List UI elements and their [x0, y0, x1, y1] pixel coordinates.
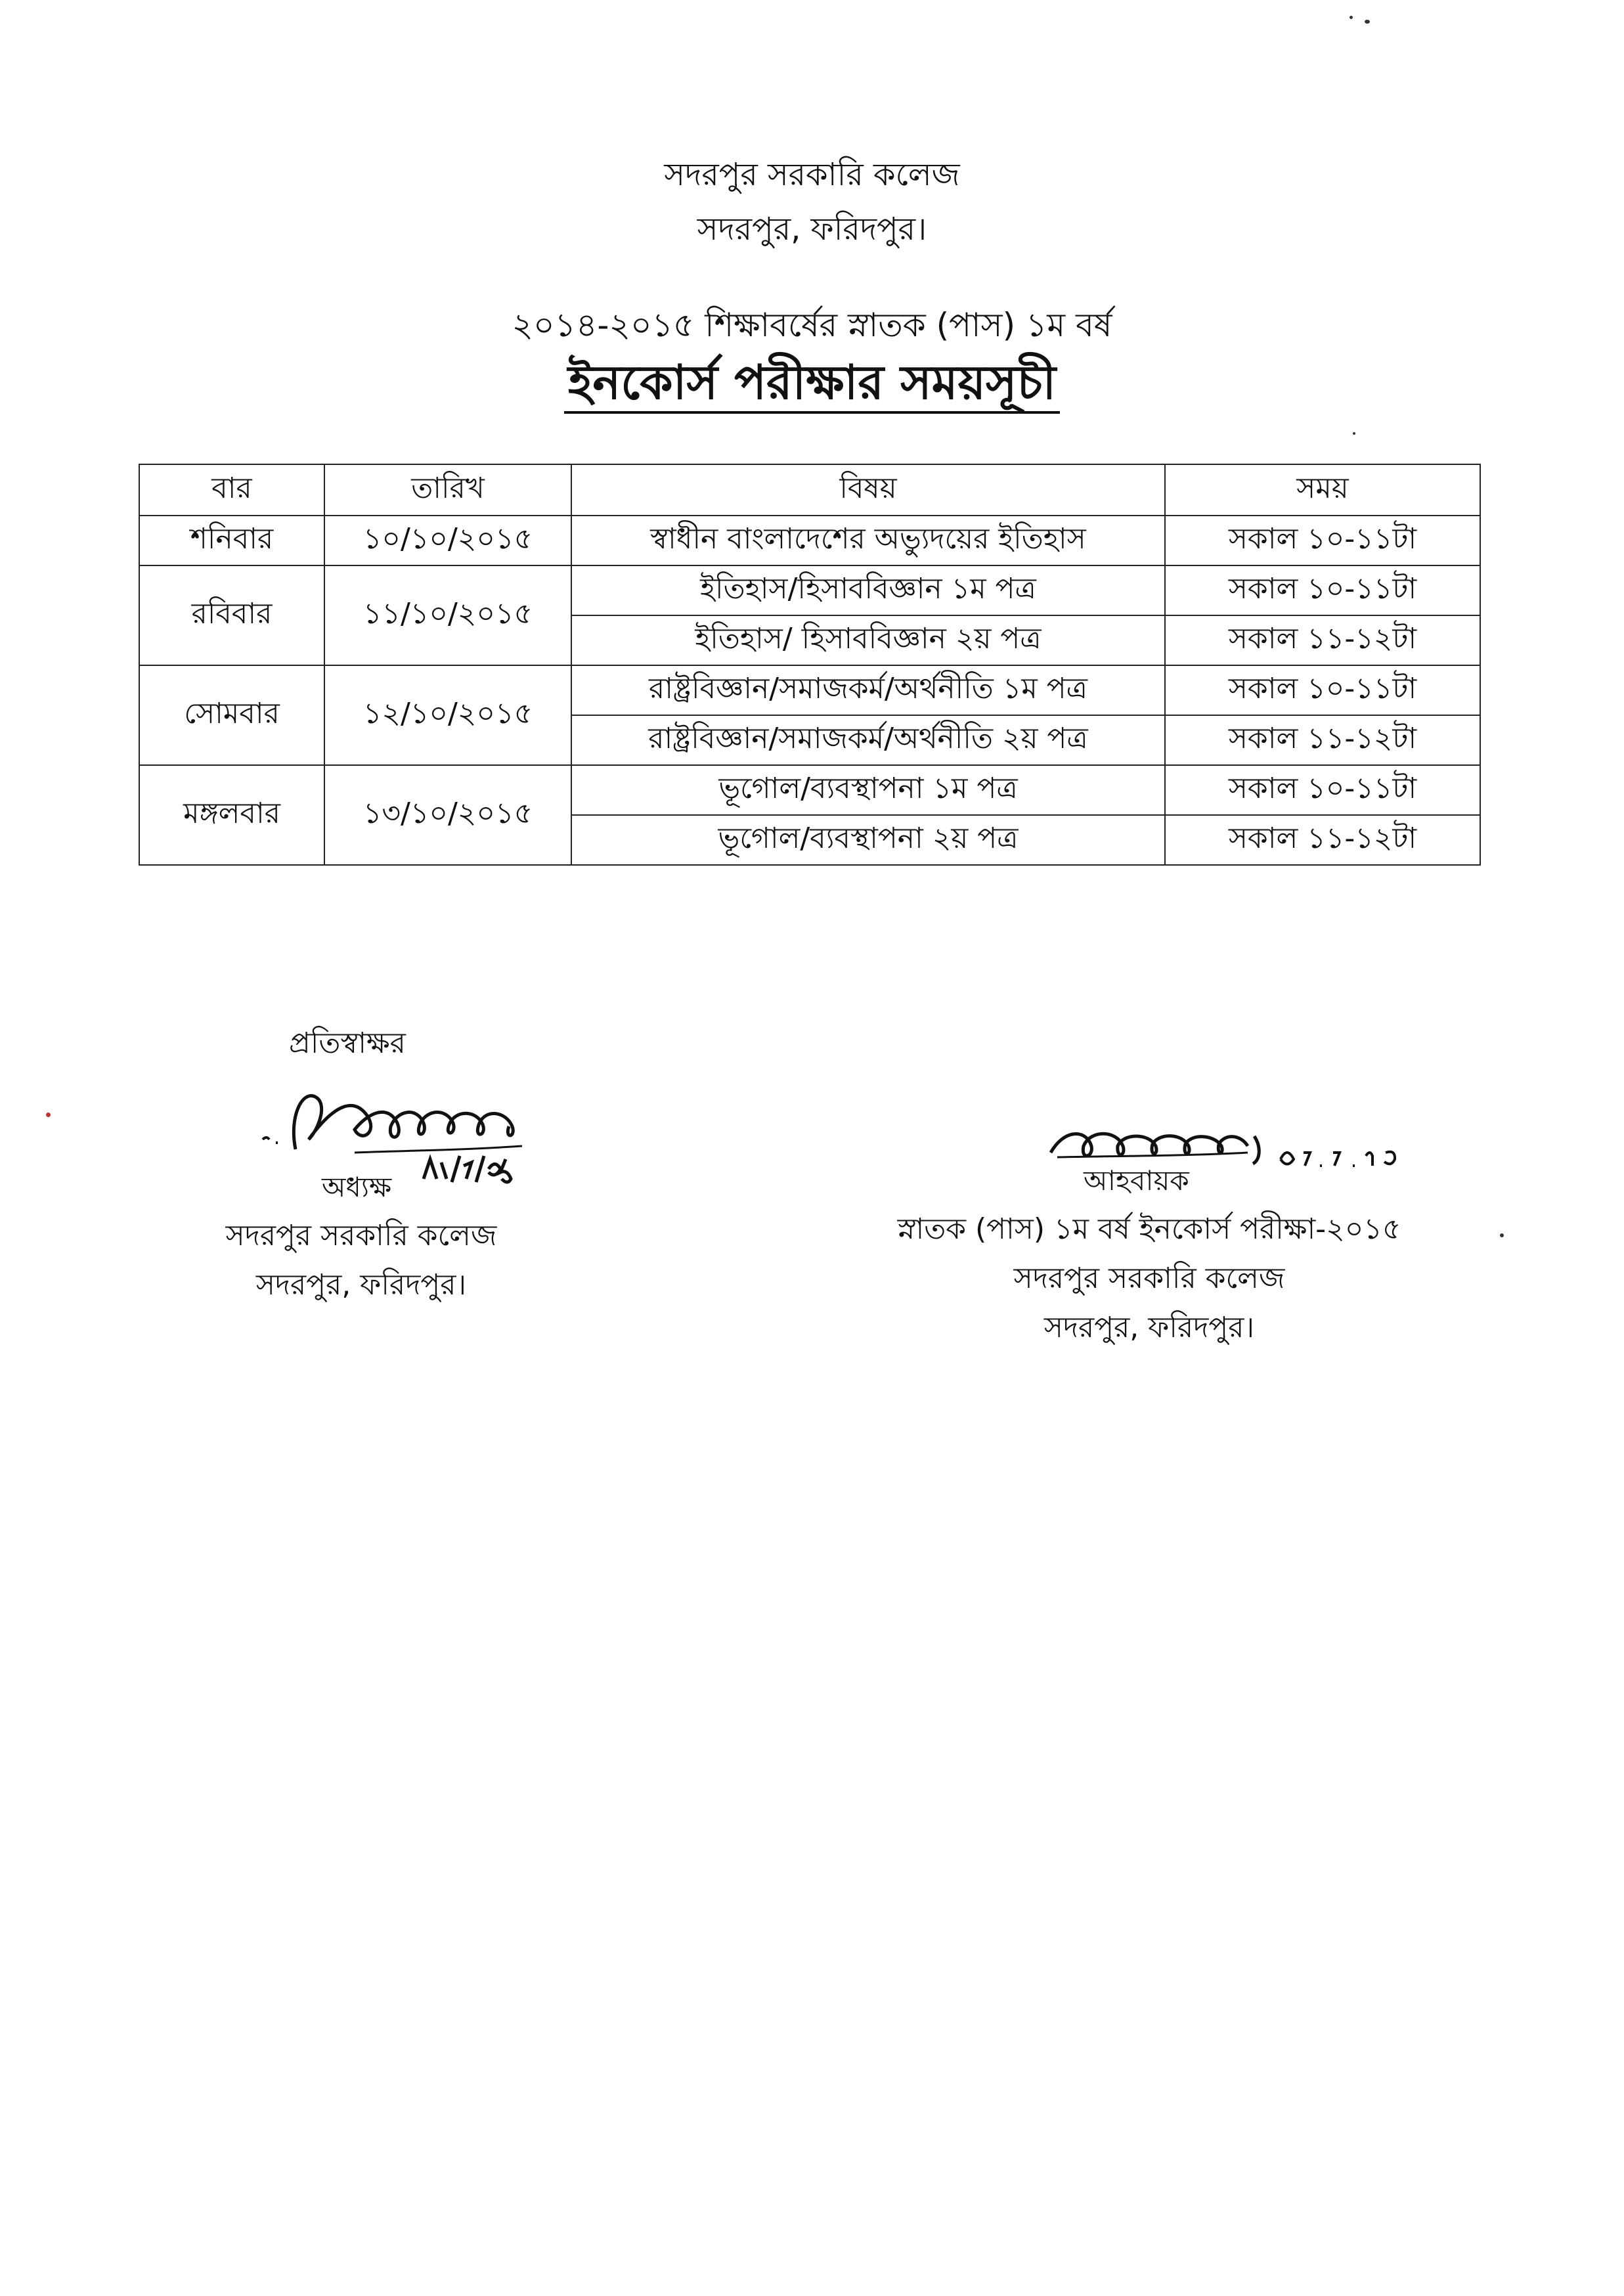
college-place: সদরপুর, ফরিদপুর।: [697, 211, 927, 248]
day-cell: মঙ্গলবার: [139, 765, 324, 865]
scan-speck: [1350, 16, 1353, 19]
table-row: [139, 765, 1480, 815]
time-cell: সকাল ১০-১১টা: [1165, 565, 1480, 615]
principal-title: অধ্যক্ষ: [322, 1171, 392, 1203]
scan-speck: [46, 1113, 51, 1117]
subject-cell: রাষ্ট্রবিজ্ঞান/সমাজকর্ম/অর্থনীতি ১ম পত্র: [571, 665, 1165, 715]
principal-signature-date: [420, 1149, 532, 1189]
subject-cell: ইতিহাস/হিসাববিজ্ঞান ১ম পত্র: [571, 565, 1165, 615]
time-cell: সকাল ১১-১২টা: [1165, 715, 1480, 765]
exam-schedule-table: [139, 464, 1481, 866]
scan-speck: [1353, 432, 1355, 435]
subject-cell: ভূগোল/ব্যবস্থাপনা ১ম পত্র: [571, 765, 1165, 815]
convener-college-place: সদরপুর, ফরিদপুর।: [1043, 1311, 1255, 1344]
countersign-label: প্রতিস্বাক্ষর: [289, 1027, 406, 1060]
time-cell: সকাল ১১-১২টা: [1165, 615, 1480, 665]
convener-college: সদরপুর সরকারি কলেজ: [1013, 1262, 1285, 1295]
college-name: সদরপুর সরকারি কলেজ: [664, 156, 960, 193]
table-header-row: [139, 464, 1480, 516]
header-time: সময়: [1165, 464, 1480, 516]
subject-cell: ইতিহাস/ হিসাববিজ্ঞান ২য় পত্র: [571, 615, 1165, 665]
table-row: [139, 516, 1480, 565]
routine-title-text: ইনকোর্স পরীক্ষার সময়সূচী: [564, 355, 1060, 414]
day-cell: রবিবার: [139, 565, 324, 665]
header-day: বার: [139, 464, 324, 516]
table-row: [139, 665, 1480, 715]
date-cell: ১০/১০/২০১৫: [324, 516, 571, 565]
table-row: [139, 565, 1480, 615]
subject-cell: ভূগোল/ব্যবস্থাপনা ২য় পত্র: [571, 815, 1165, 865]
time-cell: সকাল ১১-১২টা: [1165, 815, 1480, 865]
principal-college: সদরপুর সরকারি কলেজ: [225, 1219, 497, 1252]
scan-speck: [1500, 1233, 1504, 1237]
scan-speck: [1365, 20, 1370, 24]
principal-college-place: সদরপুর, ফরিদপুর।: [255, 1268, 467, 1302]
header-subject: বিষয়: [571, 464, 1165, 516]
subject-cell: স্বাধীন বাংলাদেশের অভ্যুদয়ের ইতিহাস: [571, 516, 1165, 565]
date-cell: ১৩/১০/২০১৫: [324, 765, 571, 865]
day-cell: শনিবার: [139, 516, 324, 565]
convener-title: আহবায়ক: [1084, 1164, 1189, 1197]
session-line: ২০১৪-২০১৫ শিক্ষাবর্ষের স্নাতক (পাস) ১ম বর্ষ: [512, 306, 1112, 344]
date-cell: ১১/১০/২০১৫: [324, 565, 571, 665]
header-date: তারিখ: [324, 464, 571, 516]
time-cell: সকাল ১০-১১টা: [1165, 765, 1480, 815]
convener-exam: স্নাতক (পাস) ১ম বর্ষ ইনকোর্স পরীক্ষা-২০১৫: [897, 1212, 1401, 1246]
subject-cell: রাষ্ট্রবিজ্ঞান/সমাজকর্ম/অর্থনীতি ২য় পত্র: [571, 715, 1165, 765]
date-cell: ১২/১০/২০১৫: [324, 665, 571, 765]
time-cell: সকাল ১০-১১টা: [1165, 665, 1480, 715]
day-cell: সোমবার: [139, 665, 324, 765]
time-cell: সকাল ১০-১১টা: [1165, 516, 1480, 565]
routine-title: [0, 351, 1624, 414]
